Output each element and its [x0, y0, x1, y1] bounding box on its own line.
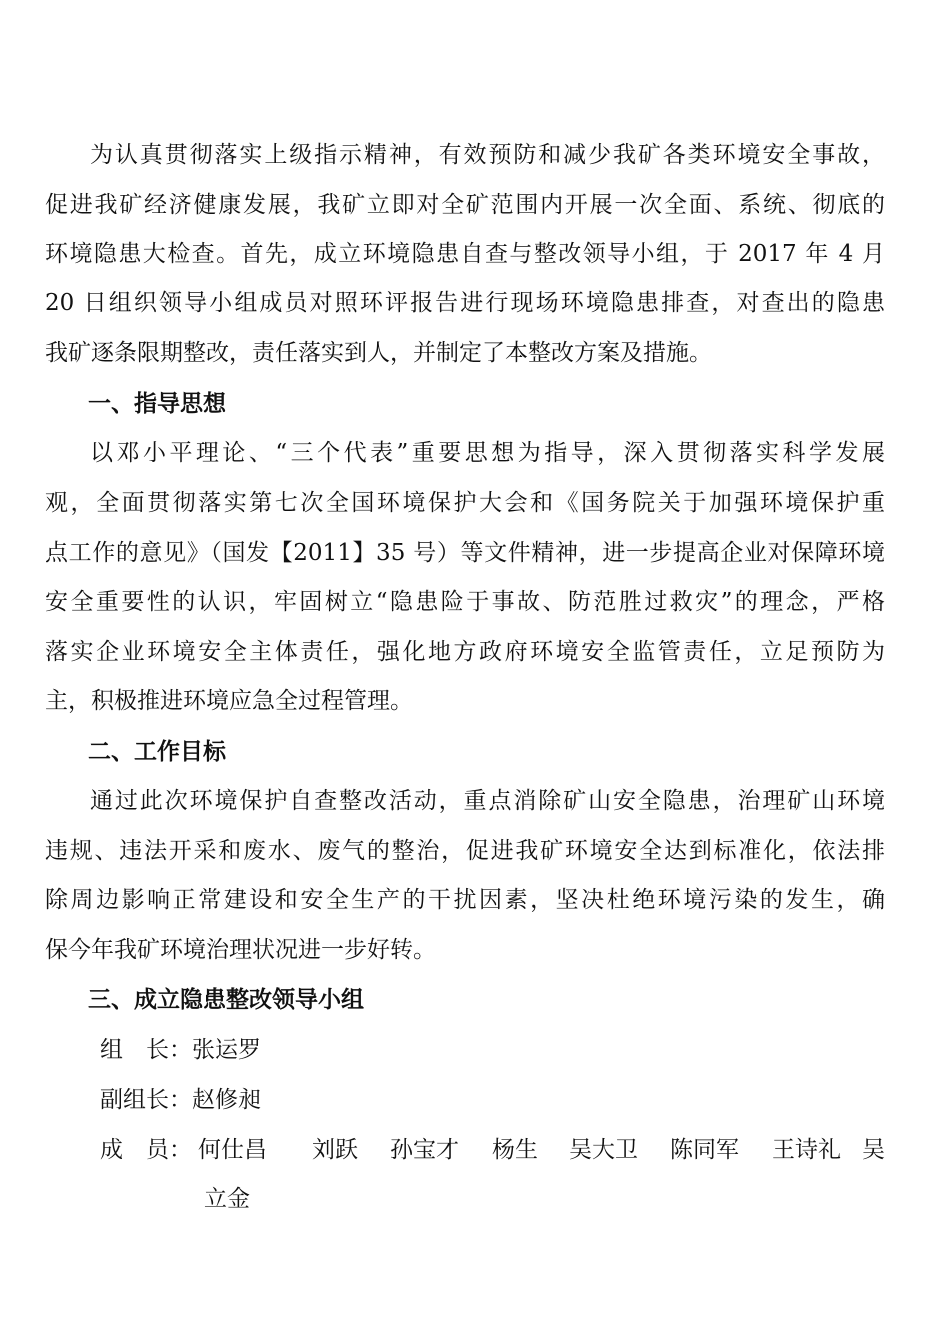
member-name: 吴大卫	[569, 1137, 638, 1163]
member-name: 王诗礼	[772, 1137, 841, 1163]
section-heading-leadership-group: 三、成立隐患整改领导小组	[88, 987, 364, 1013]
deputy-leader-name: 赵修昶	[192, 1087, 261, 1113]
deputy-leader-label: 副组长：	[100, 1087, 192, 1113]
section2-line-1: 通过此次环境保护自查整改活动，重点消除矿山安全隐患，治理矿山环境	[90, 788, 885, 814]
section1-line-1: 以邓小平理论、“三个代表”重要思想为指导，深入贯彻落实科学发展	[90, 440, 885, 466]
section2-line-2: 违规、违法开采和废水、废气的整治，促进我矿环境安全达到标准化，依法排	[45, 838, 885, 864]
section-heading-guiding-ideology: 一、指导思想	[88, 391, 226, 417]
intro-line-2: 促进我矿经济健康发展，我矿立即对全矿范围内开展一次全面、系统、彻底的	[45, 192, 885, 218]
section1-line-4: 安全重要性的认识，牢固树立“隐患险于事故、防范胜过救灾”的理念，严格	[45, 589, 885, 615]
intro-line-5: 我矿逐条限期整改，责任落实到人，并制定了本整改方案及措施。	[45, 340, 712, 366]
deputy-leader-row	[100, 1083, 261, 1117]
member-name: 杨生	[492, 1137, 538, 1163]
intro-line-4: 20 日组织领导小组成员对照环评报告进行现场环境隐患排查，对查出的隐患	[45, 290, 885, 316]
section2-line-3: 除周边影响正常建设和安全生产的干扰因素，坚决杜绝环境污染的发生，确	[45, 887, 885, 913]
member-name: 吴	[862, 1137, 885, 1163]
section-heading-work-goals: 二、工作目标	[88, 739, 226, 765]
leader-name: 张运罗	[192, 1037, 261, 1063]
leader-row	[100, 1033, 261, 1067]
section1-line-3: 点工作的意见》（国发【2011】35 号）等文件精神，进一步提高企业对保障环境	[45, 540, 885, 566]
intro-line-3: 环境隐患大检查。首先，成立环境隐患自查与整改领导小组，于 2017 年 4 月	[45, 241, 885, 267]
member-name: 陈同军	[670, 1137, 739, 1163]
section1-line-5: 落实企业环境安全主体责任，强化地方政府环境安全监管责任，立足预防为	[45, 639, 885, 665]
leader-label: 组 长：	[100, 1037, 192, 1063]
section1-line-6: 主，积极推进环境应急全过程管理。	[45, 688, 413, 714]
member-name-continuation: 立金	[204, 1186, 250, 1212]
member-name: 孙宝才	[390, 1137, 459, 1163]
member-name: 刘跃	[312, 1137, 358, 1163]
members-label: 成 员：	[100, 1137, 192, 1163]
section2-line-4: 保今年我矿环境治理状况进一步好转。	[45, 937, 436, 963]
section1-line-2: 观，全面贯彻落实第七次全国环境保护大会和《国务院关于加强环境保护重	[45, 490, 885, 516]
intro-line-1: 为认真贯彻落实上级指示精神，有效预防和减少我矿各类环境安全事故，	[90, 142, 885, 168]
member-name: 何仕昌	[198, 1137, 267, 1163]
